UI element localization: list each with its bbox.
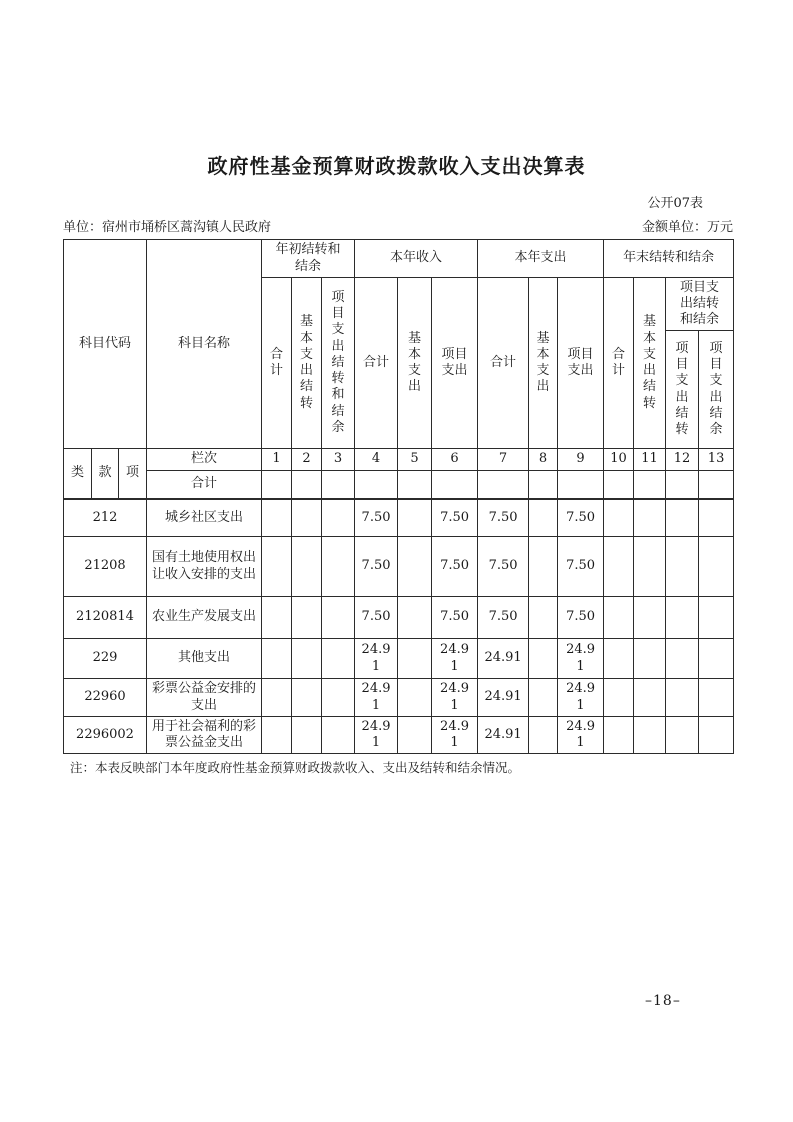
value-cell [666, 499, 699, 537]
header-col-3: 项目支出结转和结余 [322, 278, 355, 449]
header-col-2: 基本支出结转 [292, 278, 322, 449]
col-index: 9 [558, 449, 604, 471]
header-group-year-income: 本年收入 [355, 240, 478, 278]
summary-empty-cell [322, 471, 355, 499]
value-cell [604, 679, 634, 717]
header-col-12: 项目支出结转 [666, 331, 699, 449]
table-row [64, 679, 734, 717]
value-cell: 7.50 [432, 499, 478, 537]
value-cell [666, 639, 699, 679]
value-cell [666, 679, 699, 717]
table-row [64, 537, 734, 597]
value-cell [322, 717, 355, 754]
value-cell [634, 499, 666, 537]
header-col-9: 项目支出 [558, 278, 604, 449]
value-cell [292, 639, 322, 679]
header-col-6: 项目支出 [432, 278, 478, 449]
value-cell: 7.50 [432, 597, 478, 639]
summary-empty-cell [478, 471, 529, 499]
value-cell [529, 537, 558, 597]
value-cell [398, 537, 432, 597]
subject-name-cell: 国有土地使用权出让收入安排的支出 [147, 537, 262, 597]
col-index: 4 [355, 449, 398, 471]
fiscal-table-wrap [63, 239, 734, 754]
header-col-7: 合计 [478, 278, 529, 449]
fiscal-table [63, 239, 734, 754]
value-cell [262, 537, 292, 597]
value-cell: 7.50 [355, 537, 398, 597]
value-cell [604, 537, 634, 597]
header-code-kuan: 款 [92, 449, 119, 499]
amount-unit-label: 金额单位：万元 [641, 220, 733, 235]
header-col-10: 合计 [604, 278, 634, 449]
col-index: 12 [666, 449, 699, 471]
header-subject-code: 科目代码 [64, 240, 147, 449]
value-cell [529, 499, 558, 537]
header-col-4: 合计 [355, 278, 398, 449]
table-note: 注：本表反映部门本年度政府性基金预算财政拨款收入、支出及结转和结余情况。 [70, 760, 521, 775]
col-index: 2 [292, 449, 322, 471]
value-cell: 24.91 [355, 717, 398, 754]
value-cell [699, 717, 734, 754]
value-cell [398, 717, 432, 754]
value-cell [699, 597, 734, 639]
value-cell: 7.50 [355, 597, 398, 639]
value-cell [322, 679, 355, 717]
header-col-13: 项目支出结余 [699, 331, 734, 449]
value-cell [666, 717, 699, 754]
summary-empty-cell [604, 471, 634, 499]
value-cell [699, 499, 734, 537]
value-cell [634, 679, 666, 717]
header-subject-name: 科目名称 [147, 240, 262, 449]
summary-empty-cell [558, 471, 604, 499]
header-col-1: 合计 [262, 278, 292, 449]
header-row-groups [64, 240, 734, 278]
header-col-5: 基本支出 [398, 278, 432, 449]
value-cell [699, 639, 734, 679]
value-cell [322, 499, 355, 537]
header-code-lei: 类 [64, 449, 92, 499]
value-cell [262, 639, 292, 679]
value-cell [699, 679, 734, 717]
header-group-opening-balance: 年初结转和结余 [262, 240, 355, 278]
header-lanci: 栏次 [147, 449, 262, 471]
value-cell [634, 639, 666, 679]
subject-code-cell: 2296002 [64, 717, 147, 754]
value-cell [604, 499, 634, 537]
value-cell [322, 537, 355, 597]
col-index: 6 [432, 449, 478, 471]
col-index: 1 [262, 449, 292, 471]
subject-code-cell: 229 [64, 639, 147, 679]
value-cell: 7.50 [558, 537, 604, 597]
value-cell: 24.91 [558, 679, 604, 717]
value-cell: 24.91 [478, 679, 529, 717]
meta-row [63, 216, 733, 235]
value-cell [604, 717, 634, 754]
col-index: 7 [478, 449, 529, 471]
summary-empty-cell [666, 471, 699, 499]
value-cell: 24.91 [478, 639, 529, 679]
value-cell: 7.50 [478, 499, 529, 537]
value-cell [666, 537, 699, 597]
header-col-8: 基本支出 [529, 278, 558, 449]
value-cell [666, 597, 699, 639]
header-subgroup-project-balance: 项目支出结转和结余 [666, 278, 734, 331]
subject-name-cell: 城乡社区支出 [147, 499, 262, 537]
value-cell [292, 597, 322, 639]
value-cell [634, 597, 666, 639]
col-index: 5 [398, 449, 432, 471]
col-index: 13 [699, 449, 734, 471]
unit-label: 单位：宿州市埇桥区蒿沟镇人民政府 [63, 220, 272, 235]
value-cell [292, 499, 322, 537]
value-cell [529, 717, 558, 754]
value-cell: 7.50 [432, 537, 478, 597]
value-cell [634, 537, 666, 597]
value-cell [292, 679, 322, 717]
table-row [64, 499, 734, 537]
value-cell: 7.50 [478, 537, 529, 597]
col-index: 8 [529, 449, 558, 471]
header-group-closing-balance: 年末结转和结余 [604, 240, 734, 278]
value-cell: 7.50 [355, 499, 398, 537]
subject-code-cell: 212 [64, 499, 147, 537]
column-index-row [64, 449, 734, 471]
value-cell [634, 717, 666, 754]
summary-empty-cell [432, 471, 478, 499]
table-row [64, 717, 734, 754]
header-code-xiang: 项 [119, 449, 147, 499]
value-cell [398, 499, 432, 537]
value-cell [262, 597, 292, 639]
page-title: 政府性基金预算财政拨款收入支出决算表 [207, 154, 586, 178]
value-cell [604, 597, 634, 639]
subject-name-cell: 用于社会福利的彩票公益金支出 [147, 717, 262, 754]
value-cell [292, 717, 322, 754]
col-index: 10 [604, 449, 634, 471]
grand-total-label: 合计 [147, 471, 262, 499]
col-index: 11 [634, 449, 666, 471]
summary-empty-cell [292, 471, 322, 499]
subject-code-cell: 22960 [64, 679, 147, 717]
subject-code-cell: 2120814 [64, 597, 147, 639]
summary-empty-cell [634, 471, 666, 499]
value-cell [398, 679, 432, 717]
value-cell [529, 639, 558, 679]
table-row [64, 639, 734, 679]
value-cell [262, 679, 292, 717]
value-cell [529, 679, 558, 717]
value-cell [262, 717, 292, 754]
table-code-label: 公开07表 [647, 196, 703, 211]
value-cell: 7.50 [558, 499, 604, 537]
value-cell [604, 639, 634, 679]
subject-name-cell: 彩票公益金安排的支出 [147, 679, 262, 717]
summary-empty-cell [262, 471, 292, 499]
value-cell: 24.91 [432, 717, 478, 754]
subject-code-cell: 21208 [64, 537, 147, 597]
value-cell: 24.91 [355, 679, 398, 717]
value-cell: 24.91 [478, 717, 529, 754]
value-cell: 24.91 [558, 717, 604, 754]
header-col-11: 基本支出结转 [634, 278, 666, 449]
value-cell [699, 537, 734, 597]
value-cell [292, 537, 322, 597]
summary-empty-cell [355, 471, 398, 499]
value-cell: 7.50 [558, 597, 604, 639]
subject-name-cell: 其他支出 [147, 639, 262, 679]
value-cell [262, 499, 292, 537]
value-cell [529, 597, 558, 639]
subject-name-cell: 农业生产发展支出 [147, 597, 262, 639]
summary-empty-cell [529, 471, 558, 499]
value-cell: 24.91 [558, 639, 604, 679]
col-index: 3 [322, 449, 355, 471]
value-cell: 24.91 [432, 679, 478, 717]
grand-total-row [64, 471, 734, 499]
value-cell [398, 639, 432, 679]
summary-empty-cell [398, 471, 432, 499]
value-cell [398, 597, 432, 639]
value-cell [322, 597, 355, 639]
value-cell [322, 639, 355, 679]
table-row [64, 597, 734, 639]
value-cell: 24.91 [355, 639, 398, 679]
header-group-year-expenditure: 本年支出 [478, 240, 604, 278]
value-cell: 24.91 [432, 639, 478, 679]
value-cell: 7.50 [478, 597, 529, 639]
summary-empty-cell [699, 471, 734, 499]
page-number: –18– [645, 993, 681, 1009]
